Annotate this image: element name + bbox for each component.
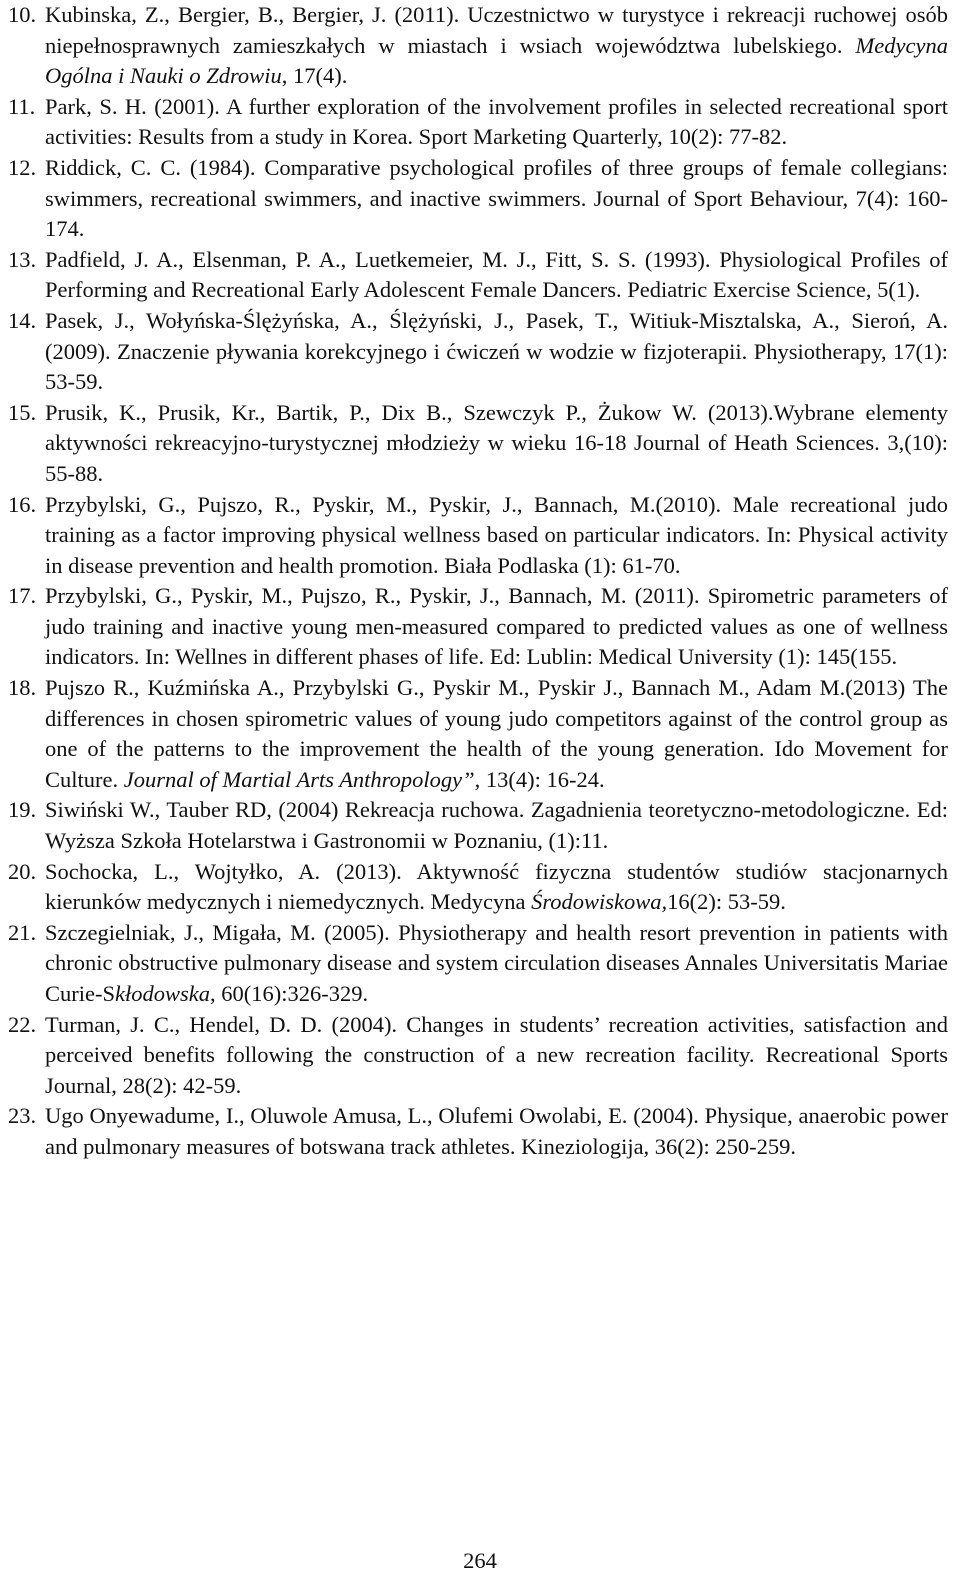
reference-number: 19. (8, 797, 37, 823)
reference-item (8, 398, 948, 490)
reference-list (8, 0, 948, 1163)
reference-number: 14. (8, 307, 37, 333)
reference-text: Przybylski, G., Pyskir, M., Pujszo, R., Pyskir, J., Bannach, M. (2011). Spirometric parameters of judo training and inactive young men-measured compared to predicted values as one of wellness indicators. In: Wellnes in different phases of life. Ed: Lublin: Medical University (1): 145(155. (45, 583, 948, 670)
reference-text: 13(4): 16-24. (480, 766, 605, 792)
reference-text: Park, S. H. (2001). A further exploration of the involvement profiles in selected recreational sport activities: Results from a study in Korea. Sport Marketing Quarterly, 10(2): 77-82. (45, 93, 948, 150)
journal-title: Journal of Martial Arts Anthropology”, (123, 766, 481, 792)
reference-item (8, 1010, 948, 1102)
reference-text: Riddick, C. C. (1984). Comparative psychological profiles of three groups of female collegians: swimmers, recreational swimmers, and inactive swimmers. Journal of Sport Behaviour, 7(4): 160-174. (45, 154, 948, 242)
reference-text: Przybylski, G., Pujszo, R., Pyskir, M., Pyskir, J., Bannach, M.(2010). Male recreational judo training as a factor improving physical wellness based on particular indicators. In: Physical activity in disease prevention and health promotion. Biała Podlaska (1): 61-70. (45, 491, 948, 578)
reference-number: 11. (8, 93, 36, 119)
reference-item (8, 581, 948, 673)
journal-title: Medycyna Ogólna i Nauki o Zdrowiu (45, 32, 948, 89)
reference-text: 16(2): 53-59. (667, 889, 786, 915)
reference-text: Siwiński W., Tauber RD, (2004) Rekreacja ruchowa. Zagadnienia teoretyczno-metodologiczne. Ed: Wyższa Szkoła Hotelarstwa i Gastronomii w Poznaniu, (1):11. (45, 797, 948, 854)
reference-number: 17. (8, 583, 37, 609)
reference-text: Ugo Onyewadume, I., Oluwole Amusa, L., Olufemi Owolabi, E. (2004). Physique, anaerobic power and pulmonary measures of botswana track athletes. Kineziologija, 36(2): 250-259. (45, 1103, 948, 1159)
reference-text: Turman, J. C., Hendel, D. D. (2004). Changes in students’ recreation activities, satisfaction and perceived benefits following the construction of a new recreation facility. Recreational Sports Journal, 28(2): 42-59. (45, 1011, 948, 1098)
journal-title: kłodowska (115, 981, 210, 1006)
reference-item (8, 153, 948, 245)
reference-item (8, 1101, 948, 1162)
reference-number: 23. (8, 1103, 37, 1129)
reference-number: 20. (8, 858, 37, 884)
reference-number: 15. (8, 399, 37, 425)
reference-text: Kubinska, Z., Bergier, B., Bergier, J. (2011). Uczestnictwo w turystyce i rekreacji ruchowej osób niepełnosprawnych zamieszkałych w miastach i wsiach województwa lubelskiego. (45, 2, 948, 58)
reference-item (8, 857, 948, 918)
reference-text: Pasek, J., Wołyńska-Ślężyńska, A., Ślężyński, J., Pasek, T., Witiuk-Misztalska, A., Sieroń, A. (2009). Znaczenie pływania korekcyjnego i ćwiczeń w wodzie w fizjoterapii. Physiotherapy, 17(1): 53-59. (45, 307, 948, 395)
reference-number: 10. (8, 2, 37, 27)
reference-number: 18. (8, 675, 37, 701)
reference-text: Sochocka, L., Wojtyłko, A. (2013). Aktywność fizyczna studentów studiów stacjonarnych kierunków medycznych i niemedycznych. Medycyna (45, 858, 948, 915)
page-number: 264 (463, 1548, 497, 1573)
reference-text: Padfield, J. A., Elsenman, P. A., Luetkemeier, M. J., Fitt, S. S. (1993). Physiological Profiles of Performing and Recreational Early Adolescent Female Dancers. Pediatric Exercise Science, 5(1). (45, 246, 948, 303)
reference-item (8, 490, 948, 582)
reference-item (8, 673, 948, 795)
reference-text: Pujszo R., Kuźmińska A., Przybylski G., Pyskir M., Pyskir J., Bannach M., Adam M.(2013) The differences in chosen spirometric values of young judo competitors against of the control group as one of the patterns to the improvement the health of the young generation. Ido Movement for Culture. (45, 675, 948, 792)
reference-item (8, 0, 948, 92)
reference-number: 13. (8, 246, 37, 272)
reference-text: , 60(16):326-329. (210, 981, 369, 1006)
journal-title: Środowiskowa, (531, 889, 668, 915)
reference-number: 12. (8, 154, 37, 180)
reference-text: , 17(4). (281, 63, 348, 89)
reference-item (8, 306, 948, 398)
reference-number: 21. (8, 919, 37, 945)
reference-number: 22. (8, 1011, 37, 1037)
reference-item (8, 245, 948, 306)
reference-item (8, 795, 948, 856)
reference-text: Prusik, K., Prusik, Kr., Bartik, P., Dix B., Szewczyk P., Żukow W. (2013).Wybrane elementy aktywności rekreacyjno-turystycznej młodzieży w wieku 16-18 Journal of Heath Sciences. 3,(10): 55-88. (45, 399, 948, 486)
reference-item (8, 92, 948, 153)
reference-text: Szczegielniak, J., Migała, M. (2005). Physiotherapy and health resort prevention in patients with chronic obstructive pulmonary disease and system circulation diseases Annales Universitatis Mariae Curie-S (45, 919, 948, 1006)
reference-item (8, 918, 948, 1010)
reference-number: 16. (8, 491, 37, 517)
